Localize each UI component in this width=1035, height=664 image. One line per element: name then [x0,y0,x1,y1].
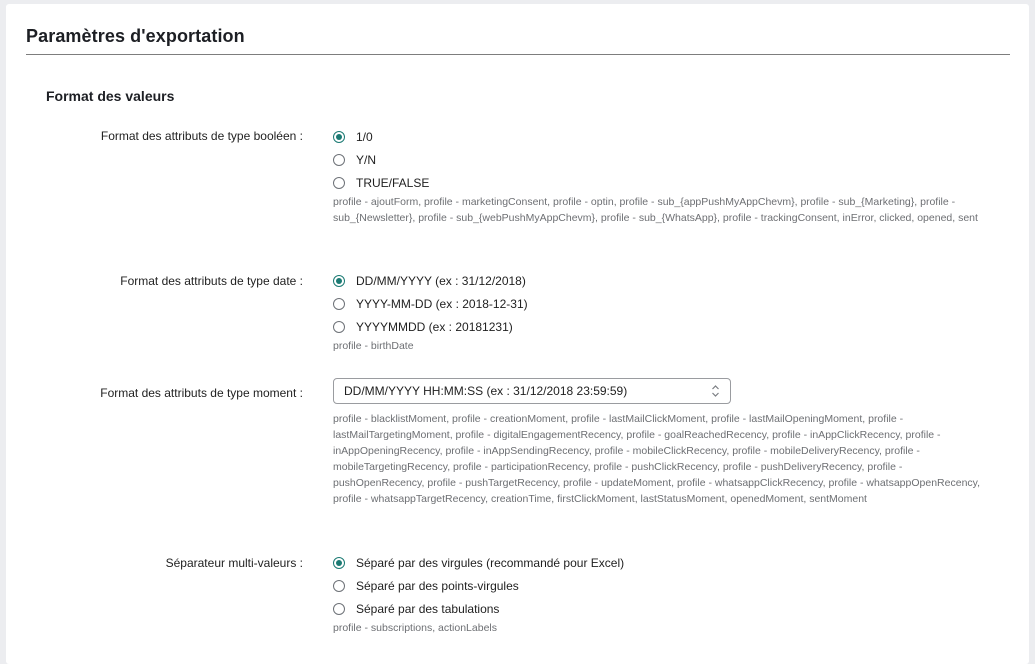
moment-format-selected-value: DD/MM/YYYY HH:MM:SS (ex : 31/12/2018 23:59:59) [344,384,628,398]
date-option-yyyy-mm-dd[interactable] [333,292,993,315]
date-option-dd-mm-yyyy[interactable] [333,269,993,292]
date-format-help: profile - birthDate [333,340,414,352]
separator-label: Séparateur multi-valeurs : [165,556,303,570]
boolean-format-options [333,125,993,226]
title-divider [26,54,1010,55]
radio-unchecked-icon[interactable] [333,177,345,189]
boolean-option-1-0[interactable] [333,125,993,148]
radio-unchecked-icon[interactable] [333,580,345,592]
radio-label: Y/N [356,152,377,167]
radio-unchecked-icon[interactable] [333,154,345,166]
boolean-option-true-false[interactable] [333,171,993,194]
date-format-options [333,269,993,354]
separator-option-commas[interactable] [333,551,993,574]
radio-label: TRUE/FALSE [356,175,430,190]
radio-checked-icon[interactable] [333,275,345,287]
radio-checked-icon[interactable] [333,131,345,143]
date-format-label: Format des attributs de type date : [120,274,303,288]
page-title: Paramètres d'exportation [26,26,245,46]
boolean-format-help: profile - ajoutForm, profile - marketingConsent, profile - optin, profile - sub_{appPushMyAppChevm}, profile - sub_{Marketing}, profile - sub_{Newsletter}, profile - sub_{webPushMyAppChevm}, profile - sub_{WhatsApp}, profile - trackingConsent, inError, clicked, opened, sent [333,196,978,224]
boolean-option-y-n[interactable] [333,148,993,171]
separator-options [333,551,993,636]
section-title: Format des valeurs [46,88,175,104]
radio-checked-icon[interactable] [333,557,345,569]
radio-label: Séparé par des tabulations [356,601,500,616]
boolean-format-label: Format des attributs de type booléen : [100,129,303,143]
radio-unchecked-icon[interactable] [333,321,345,333]
date-option-yyyymmdd[interactable] [333,315,993,338]
radio-label: YYYY-MM-DD (ex : 2018-12-31) [356,296,528,311]
moment-format-control [333,378,993,507]
radio-label: Séparé par des virgules (recommandé pour Excel) [356,555,625,570]
moment-format-help: profile - blacklistMoment, profile - creationMoment, profile - lastMailClickMoment, profile - lastMailOpeningMoment, profile - lastMailTargetingMoment, profile - digitalEngagementRecency, profile - goalReachedRecency, profile - inAppClickRecency, profile - inAppOpeningRecency, profile - inAppSendingRecency, profile - mobileClickRecency, profile - mobileDeliveryRecency, profile - mobileTargetingRecency, profile - participationRecency, profile - pushClickRecency, profile - pushDeliveryRecency, profile - pushOpenRecency, profile - pushTargetRecency, profile - updateMoment, profile - whatsappClickRecency, profile - whatsappOpenRecency, profile - whatsappTargetRecency, creationTime, firstClickMoment, lastStatusMoment, openedMoment, sentMoment [333,413,981,505]
separator-option-tabs[interactable] [333,597,993,620]
separator-help: profile - subscriptions, actionLabels [333,622,498,634]
separator-option-semicolons[interactable] [333,574,993,597]
moment-format-label: Format des attributs de type moment : [100,386,303,400]
radio-label: Séparé par des points-virgules [356,578,519,593]
chevron-up-down-icon [711,384,720,398]
radio-label: 1/0 [356,129,373,144]
radio-label: YYYYMMDD (ex : 20181231) [356,319,513,334]
radio-label: DD/MM/YYYY (ex : 31/12/2018) [356,273,526,288]
moment-format-select[interactable] [333,378,731,404]
radio-unchecked-icon[interactable] [333,298,345,310]
radio-unchecked-icon[interactable] [333,603,345,615]
export-settings-panel [6,4,1029,664]
